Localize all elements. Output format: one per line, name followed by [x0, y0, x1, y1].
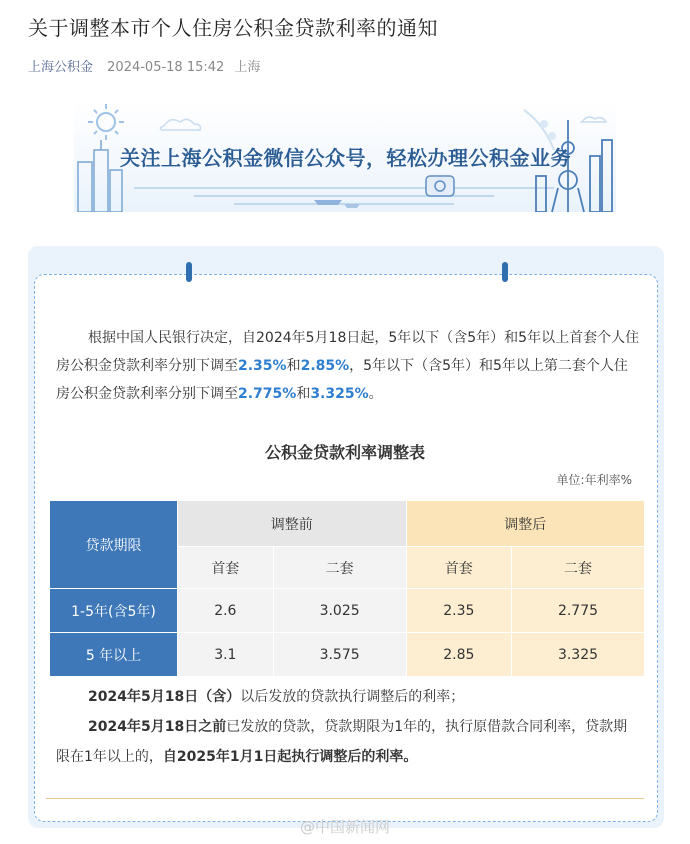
paragraph-text: 。	[368, 386, 383, 402]
wechat-logo-icon	[426, 176, 454, 196]
rate-highlight: 3.325%	[310, 386, 369, 402]
cell-before-second: 3.575	[273, 633, 406, 677]
rate-highlight: 2.775%	[238, 386, 297, 402]
article-meta	[28, 56, 266, 75]
cell-before-first: 2.6	[178, 589, 274, 633]
cell-after-second: 3.325	[512, 633, 645, 677]
notes-section	[56, 682, 640, 772]
table-title: 公积金贷款利率调整表	[264, 443, 425, 462]
publish-date: 2024-05-18 15:42	[107, 60, 225, 75]
row-term: 1-5年(含5年)	[50, 589, 178, 633]
header-before: 调整前	[178, 501, 407, 547]
watermark: @中国新闻网	[300, 818, 391, 836]
cell-after-first: 2.35	[406, 589, 511, 633]
binder-pin-left	[186, 262, 192, 282]
cell-before-second: 3.025	[273, 589, 406, 633]
note-2: 2024年5月18日之前已发放的贷款，贷款期限为1年的，执行原借款合同利率，贷款期限在1年以上的，自2025年1月1日起执行调整后的利率。	[56, 719, 628, 765]
table-unit: 单位:年利率%	[556, 473, 632, 487]
rate-highlight: 2.85%	[300, 358, 350, 374]
cell-after-second: 2.775	[512, 589, 645, 633]
header-after-second: 二套	[512, 547, 645, 589]
banner-caption: 关注上海公积金微信公众号，轻松办理公积金业务	[120, 146, 571, 170]
binder-pin-right	[502, 262, 508, 282]
table-row	[50, 633, 645, 677]
paragraph-text: 和	[296, 386, 311, 402]
sun-icon	[88, 104, 124, 140]
note-1: 2024年5月18日（含）以后发放的贷款执行调整后的利率；	[88, 689, 465, 705]
header-after: 调整后	[406, 501, 644, 547]
publish-location: 上海	[234, 60, 261, 75]
rate-highlight: 2.35%	[238, 358, 287, 374]
header-before-second: 二套	[273, 547, 406, 589]
divider	[46, 798, 644, 799]
policy-paragraph	[56, 324, 640, 408]
source-link[interactable]: 上海公积金	[28, 60, 94, 75]
header-before-first: 首套	[178, 547, 274, 589]
promo-banner[interactable]	[74, 100, 616, 212]
paragraph-text: 根据中国人民银行决定，自2024年5月18日起，5年以下（含5年）和5年以上首套个人住房公积金贷款利率分别下调至	[56, 330, 640, 374]
table-row	[50, 589, 645, 633]
cell-before-first: 3.1	[178, 633, 274, 677]
cell-after-first: 2.85	[406, 633, 511, 677]
rate-table	[49, 500, 645, 677]
header-term: 贷款期限	[50, 501, 178, 589]
paragraph-text: 和	[286, 358, 301, 374]
article-title: 关于调整本市个人住房公积金贷款利率的通知	[28, 16, 438, 40]
paragraph-text: ，5年以下（含5年）和5年以上第二套个人住房公积金贷款利率分别下调至	[56, 358, 628, 402]
header-after-first: 首套	[406, 547, 511, 589]
row-term: 5 年以上	[50, 633, 178, 677]
